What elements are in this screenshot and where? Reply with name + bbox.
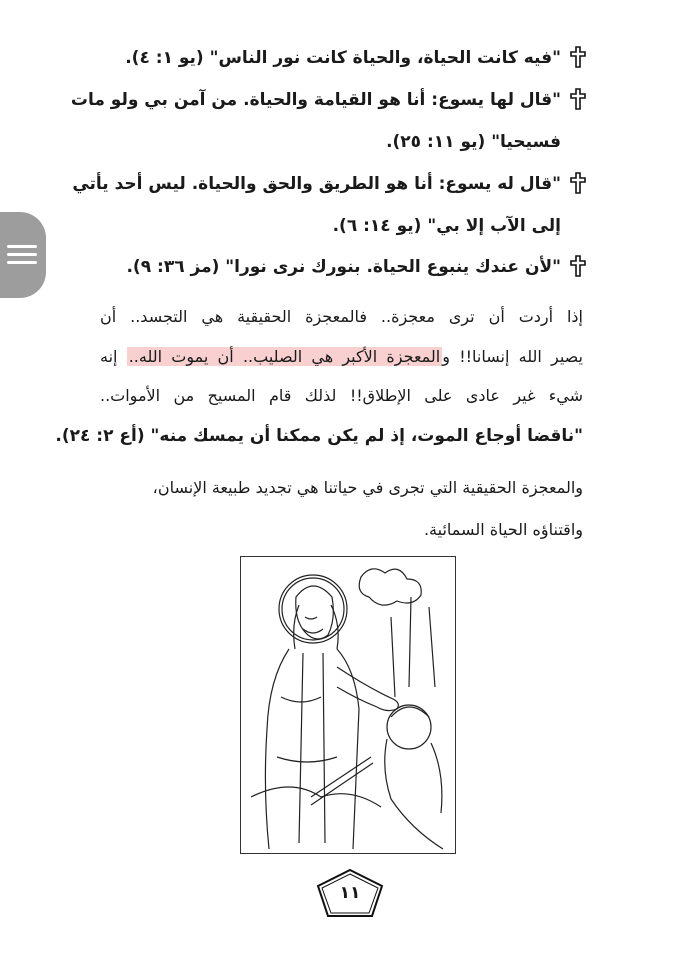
verse-line: "قال لها يسوع: أنا هو القيامة والحياة. من آمن بي ولو مات: [70, 90, 561, 110]
paragraph-text: يصير الله إنسانا!! و: [442, 347, 584, 366]
cross-icon: [569, 46, 587, 68]
cross-icon: [569, 172, 587, 194]
verse-line: إلى الآب إلا بي" (يو ١٤: ٦).: [332, 216, 561, 236]
paragraph-line: [100, 345, 583, 369]
jesus-healing-illustration: [240, 556, 456, 854]
verse-line: "فيه كانت الحياة، والحياة كانت نور الناس" (يو ١: ٤).: [125, 48, 561, 68]
paragraph-line: والمعجزة الحقيقية التي تجرى في حياتنا هي تجديد طبيعة الإنسان،: [152, 478, 583, 497]
menu-handle[interactable]: [0, 212, 46, 298]
paragraph-line: شيء غير عادى على الإطلاق!! لذلك قام المسيح من الأموات..: [100, 386, 583, 405]
cross-icon: [569, 255, 587, 277]
menu-icon: [7, 245, 37, 248]
verse-line: فسيحيا" (يو ١١: ٢٥).: [386, 132, 561, 152]
cross-icon: [569, 88, 587, 110]
highlighted-text: المعجزة الأكبر هي الصليب.. أن يموت الله..: [128, 347, 441, 366]
menu-icon: [7, 253, 37, 256]
quote-line: "ناقضا أوجاع الموت، إذ لم يكن ممكنا أن يمسك منه" (أع ٢: ٢٤).: [55, 426, 583, 446]
menu-icon: [7, 261, 37, 264]
paragraph-text: إنه: [100, 347, 127, 366]
paragraph-line: واقتناؤه الحياة السمائية.: [423, 520, 583, 539]
page-number-badge: [316, 868, 384, 918]
paragraph-line: إذا أردت أن ترى معجزة.. فالمعجزة الحقيقية هي التجسد.. أن: [100, 307, 583, 326]
verse-line: "لأن عندك ينبوع الحياة. بنورك نرى نورا" (مز ٣٦: ٩).: [126, 257, 561, 277]
verse-line: "قال له يسوع: أنا هو الطريق والحق والحياة. ليس أحد يأتي: [72, 174, 561, 194]
page-number: ١١: [339, 883, 361, 903]
